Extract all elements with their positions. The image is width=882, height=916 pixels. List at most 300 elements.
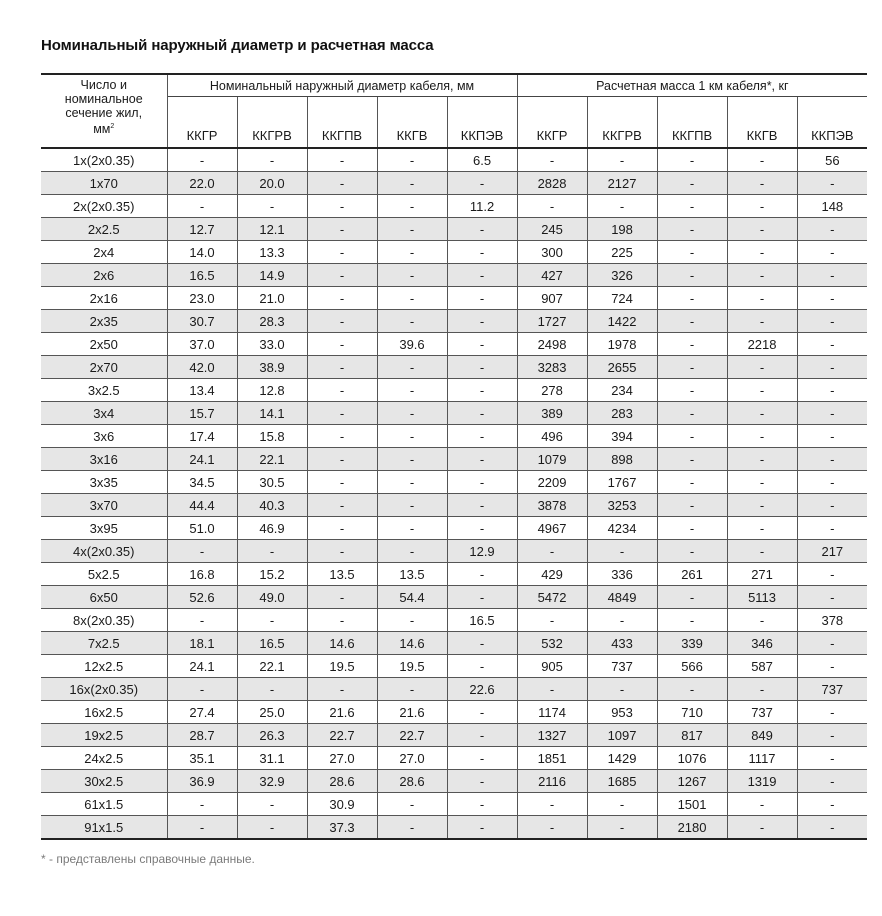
table-cell: - bbox=[657, 471, 727, 494]
table-cell: - bbox=[307, 448, 377, 471]
table-cell: - bbox=[727, 540, 797, 563]
table-cell: - bbox=[377, 678, 447, 701]
table-cell: - bbox=[307, 494, 377, 517]
table-cell: - bbox=[447, 264, 517, 287]
table-cell: - bbox=[167, 678, 237, 701]
table-cell: 532 bbox=[517, 632, 587, 655]
table-cell: - bbox=[587, 816, 657, 840]
table-row bbox=[41, 793, 867, 816]
row-label: 16x(2x0.35) bbox=[41, 678, 167, 701]
table-cell: - bbox=[377, 448, 447, 471]
table-cell: - bbox=[587, 793, 657, 816]
table-cell: - bbox=[797, 172, 867, 195]
table-cell: 22.7 bbox=[377, 724, 447, 747]
table-cell: - bbox=[727, 494, 797, 517]
table-cell: - bbox=[517, 609, 587, 632]
table-cell: - bbox=[657, 148, 727, 172]
table-cell: 1267 bbox=[657, 770, 727, 793]
table-cell: 3283 bbox=[517, 356, 587, 379]
table-cell: 710 bbox=[657, 701, 727, 724]
table-cell: - bbox=[377, 264, 447, 287]
table-cell: - bbox=[377, 402, 447, 425]
row-label: 3x16 bbox=[41, 448, 167, 471]
table-cell: 13.5 bbox=[307, 563, 377, 586]
table-row bbox=[41, 724, 867, 747]
table-row bbox=[41, 609, 867, 632]
row-label: 2x70 bbox=[41, 356, 167, 379]
sub-header-cell: ККПЭВ bbox=[447, 97, 517, 149]
table-cell: - bbox=[237, 609, 307, 632]
table-cell: - bbox=[727, 264, 797, 287]
table-cell: 28.3 bbox=[237, 310, 307, 333]
table-cell: - bbox=[797, 425, 867, 448]
table-cell: - bbox=[657, 678, 727, 701]
table-cell: 36.9 bbox=[167, 770, 237, 793]
table-cell: 14.0 bbox=[167, 241, 237, 264]
table-cell: - bbox=[727, 148, 797, 172]
table-cell: - bbox=[797, 241, 867, 264]
mass-group-header: Расчетная масса 1 км кабеля*, кг bbox=[517, 74, 867, 97]
table-cell: - bbox=[797, 655, 867, 678]
table-cell: 1767 bbox=[587, 471, 657, 494]
table-cell: - bbox=[517, 540, 587, 563]
table-cell: - bbox=[657, 448, 727, 471]
table-row bbox=[41, 218, 867, 241]
table-cell: 38.9 bbox=[237, 356, 307, 379]
table-cell: 22.1 bbox=[237, 655, 307, 678]
table-cell: - bbox=[727, 356, 797, 379]
table-cell: 737 bbox=[727, 701, 797, 724]
table-cell: - bbox=[657, 218, 727, 241]
table-cell: 22.1 bbox=[237, 448, 307, 471]
table-cell: - bbox=[307, 264, 377, 287]
table-cell: - bbox=[447, 816, 517, 840]
table-cell: - bbox=[657, 425, 727, 448]
table-cell: 1174 bbox=[517, 701, 587, 724]
table-cell: 1501 bbox=[657, 793, 727, 816]
table-cell: 44.4 bbox=[167, 494, 237, 517]
table-cell: 30.5 bbox=[237, 471, 307, 494]
table-cell: - bbox=[307, 310, 377, 333]
table-cell: 3253 bbox=[587, 494, 657, 517]
row-label: 4x(2x0.35) bbox=[41, 540, 167, 563]
table-cell: - bbox=[657, 287, 727, 310]
table-cell: - bbox=[447, 586, 517, 609]
core-count-header-line1: Число и bbox=[80, 78, 127, 92]
table-cell: - bbox=[727, 287, 797, 310]
table-cell: - bbox=[657, 172, 727, 195]
sub-header-cell: ККГПВ bbox=[657, 97, 727, 149]
table-cell: 21.6 bbox=[307, 701, 377, 724]
table-cell: 566 bbox=[657, 655, 727, 678]
table-cell: - bbox=[447, 379, 517, 402]
table-cell: - bbox=[797, 310, 867, 333]
row-label: 3x70 bbox=[41, 494, 167, 517]
table-cell: - bbox=[657, 356, 727, 379]
sub-header-cell: ККГРВ bbox=[587, 97, 657, 149]
table-cell: - bbox=[657, 494, 727, 517]
table-cell: - bbox=[307, 356, 377, 379]
row-label: 91x1.5 bbox=[41, 816, 167, 840]
table-cell: - bbox=[797, 586, 867, 609]
diameter-group-header: Номинальный наружный диаметр кабеля, мм bbox=[167, 74, 517, 97]
table-cell: 1076 bbox=[657, 747, 727, 770]
row-label: 24x2.5 bbox=[41, 747, 167, 770]
table-cell: - bbox=[307, 241, 377, 264]
table-row bbox=[41, 379, 867, 402]
table-cell: 16.5 bbox=[237, 632, 307, 655]
table-cell: 30.9 bbox=[307, 793, 377, 816]
table-cell: 5113 bbox=[727, 586, 797, 609]
table-cell: 37.0 bbox=[167, 333, 237, 356]
table-cell: 346 bbox=[727, 632, 797, 655]
row-label: 19x2.5 bbox=[41, 724, 167, 747]
table-cell: 28.6 bbox=[307, 770, 377, 793]
table-cell: - bbox=[517, 195, 587, 218]
table-row bbox=[41, 425, 867, 448]
table-cell: - bbox=[657, 517, 727, 540]
table-cell: - bbox=[447, 471, 517, 494]
table-cell: - bbox=[307, 609, 377, 632]
table-cell: - bbox=[447, 241, 517, 264]
table-cell: 1079 bbox=[517, 448, 587, 471]
table-cell: 905 bbox=[517, 655, 587, 678]
table-cell: 217 bbox=[797, 540, 867, 563]
table-cell: 2655 bbox=[587, 356, 657, 379]
table-cell: - bbox=[797, 356, 867, 379]
table-cell: - bbox=[727, 793, 797, 816]
table-cell: 429 bbox=[517, 563, 587, 586]
table-cell: - bbox=[307, 425, 377, 448]
table-cell: - bbox=[797, 494, 867, 517]
row-label: 3x35 bbox=[41, 471, 167, 494]
table-cell: 24.1 bbox=[167, 655, 237, 678]
table-cell: - bbox=[307, 287, 377, 310]
table-cell: - bbox=[167, 540, 237, 563]
table-cell: 234 bbox=[587, 379, 657, 402]
table-row bbox=[41, 632, 867, 655]
table-row bbox=[41, 655, 867, 678]
table-cell: 1685 bbox=[587, 770, 657, 793]
table-cell: - bbox=[307, 148, 377, 172]
table-cell: - bbox=[447, 770, 517, 793]
table-cell: 737 bbox=[797, 678, 867, 701]
table-cell: - bbox=[657, 264, 727, 287]
table-cell: - bbox=[587, 609, 657, 632]
row-label: 8x(2x0.35) bbox=[41, 609, 167, 632]
table-cell: - bbox=[447, 172, 517, 195]
table-cell: - bbox=[307, 586, 377, 609]
table-cell: 907 bbox=[517, 287, 587, 310]
table-cell: - bbox=[657, 609, 727, 632]
table-cell: - bbox=[447, 402, 517, 425]
sub-header-cell: ККГВ bbox=[727, 97, 797, 149]
table-cell: 849 bbox=[727, 724, 797, 747]
table-cell: - bbox=[307, 517, 377, 540]
table-cell: - bbox=[237, 540, 307, 563]
row-label: 12x2.5 bbox=[41, 655, 167, 678]
table-cell: - bbox=[517, 678, 587, 701]
table-cell: 198 bbox=[587, 218, 657, 241]
core-count-header bbox=[41, 74, 167, 148]
table-cell: 1319 bbox=[727, 770, 797, 793]
table-row bbox=[41, 264, 867, 287]
table-cell: 1327 bbox=[517, 724, 587, 747]
table-cell: - bbox=[587, 540, 657, 563]
table-cell: 56 bbox=[797, 148, 867, 172]
table-cell: 21.6 bbox=[377, 701, 447, 724]
table-cell: - bbox=[727, 310, 797, 333]
row-label: 2x4 bbox=[41, 241, 167, 264]
row-label: 6x50 bbox=[41, 586, 167, 609]
table-cell: - bbox=[307, 402, 377, 425]
table-cell: 427 bbox=[517, 264, 587, 287]
table-cell: - bbox=[587, 195, 657, 218]
table-cell: 14.6 bbox=[307, 632, 377, 655]
table-cell: - bbox=[447, 655, 517, 678]
table-cell: - bbox=[167, 816, 237, 840]
table-cell: - bbox=[447, 747, 517, 770]
row-label: 2x50 bbox=[41, 333, 167, 356]
table-cell: - bbox=[377, 218, 447, 241]
table-cell: 17.4 bbox=[167, 425, 237, 448]
table-row bbox=[41, 195, 867, 218]
table-cell: 40.3 bbox=[237, 494, 307, 517]
table-row bbox=[41, 241, 867, 264]
row-label: 2x35 bbox=[41, 310, 167, 333]
table-cell: 2180 bbox=[657, 816, 727, 840]
table-cell: - bbox=[657, 540, 727, 563]
table-cell: - bbox=[727, 379, 797, 402]
table-cell: - bbox=[587, 678, 657, 701]
table-cell: 225 bbox=[587, 241, 657, 264]
table-cell: - bbox=[447, 494, 517, 517]
table-row bbox=[41, 333, 867, 356]
table-cell: 6.5 bbox=[447, 148, 517, 172]
table-cell: - bbox=[447, 632, 517, 655]
table-cell: 339 bbox=[657, 632, 727, 655]
table-cell: 4967 bbox=[517, 517, 587, 540]
table-cell: 378 bbox=[797, 609, 867, 632]
table-cell: - bbox=[797, 517, 867, 540]
table-cell: 2116 bbox=[517, 770, 587, 793]
table-cell: - bbox=[167, 793, 237, 816]
table-cell: - bbox=[307, 172, 377, 195]
table-cell: 737 bbox=[587, 655, 657, 678]
row-label: 61x1.5 bbox=[41, 793, 167, 816]
table-cell: - bbox=[447, 425, 517, 448]
table-row bbox=[41, 471, 867, 494]
sub-header-cell: ККГВ bbox=[377, 97, 447, 149]
table-row bbox=[41, 586, 867, 609]
table-cell: - bbox=[377, 494, 447, 517]
table-cell: 336 bbox=[587, 563, 657, 586]
table-row bbox=[41, 678, 867, 701]
table-cell: 271 bbox=[727, 563, 797, 586]
table-cell: - bbox=[657, 586, 727, 609]
row-label: 7x2.5 bbox=[41, 632, 167, 655]
table-cell: - bbox=[727, 816, 797, 840]
table-cell: - bbox=[797, 218, 867, 241]
table-cell: - bbox=[377, 517, 447, 540]
table-cell: 817 bbox=[657, 724, 727, 747]
table-cell: 13.4 bbox=[167, 379, 237, 402]
table-cell: 4849 bbox=[587, 586, 657, 609]
table-cell: 19.5 bbox=[307, 655, 377, 678]
table-cell: 42.0 bbox=[167, 356, 237, 379]
table-cell: - bbox=[377, 471, 447, 494]
table-row bbox=[41, 517, 867, 540]
table-cell: - bbox=[447, 333, 517, 356]
table-cell: 496 bbox=[517, 425, 587, 448]
table-cell: - bbox=[167, 148, 237, 172]
row-label: 3x6 bbox=[41, 425, 167, 448]
table-cell: - bbox=[657, 310, 727, 333]
table-cell: 14.1 bbox=[237, 402, 307, 425]
table-cell: - bbox=[727, 678, 797, 701]
table-cell: - bbox=[307, 218, 377, 241]
table-cell: - bbox=[307, 195, 377, 218]
table-cell: 34.5 bbox=[167, 471, 237, 494]
table-cell: 261 bbox=[657, 563, 727, 586]
table-cell: - bbox=[797, 264, 867, 287]
table-cell: 19.5 bbox=[377, 655, 447, 678]
table-cell: - bbox=[657, 402, 727, 425]
table-cell: - bbox=[587, 148, 657, 172]
table-row bbox=[41, 172, 867, 195]
table-cell: - bbox=[797, 793, 867, 816]
table-row bbox=[41, 287, 867, 310]
table-cell: - bbox=[797, 471, 867, 494]
table-cell: 953 bbox=[587, 701, 657, 724]
row-label: 3x95 bbox=[41, 517, 167, 540]
page-title: Номинальный наружный диаметр и расчетная масса bbox=[41, 37, 434, 54]
table-cell: 389 bbox=[517, 402, 587, 425]
table-cell: 1117 bbox=[727, 747, 797, 770]
table-cell: - bbox=[377, 195, 447, 218]
table-cell: - bbox=[237, 793, 307, 816]
table-cell: 3878 bbox=[517, 494, 587, 517]
table-cell: - bbox=[307, 333, 377, 356]
table-row bbox=[41, 563, 867, 586]
table-cell: 49.0 bbox=[237, 586, 307, 609]
table-cell: 22.0 bbox=[167, 172, 237, 195]
table-cell: - bbox=[727, 172, 797, 195]
table-cell: 51.0 bbox=[167, 517, 237, 540]
table-cell: - bbox=[377, 793, 447, 816]
table-cell: 300 bbox=[517, 241, 587, 264]
table-cell: 12.7 bbox=[167, 218, 237, 241]
row-label: 2x2.5 bbox=[41, 218, 167, 241]
table-cell: - bbox=[797, 287, 867, 310]
table-cell: - bbox=[727, 471, 797, 494]
table-cell: - bbox=[797, 333, 867, 356]
core-count-header-line3: сечение жил, bbox=[65, 106, 143, 120]
table-cell: 16.8 bbox=[167, 563, 237, 586]
table-cell: - bbox=[727, 402, 797, 425]
table-cell: - bbox=[237, 816, 307, 840]
table-cell: 54.4 bbox=[377, 586, 447, 609]
table-cell: - bbox=[797, 632, 867, 655]
table-cell: - bbox=[797, 724, 867, 747]
cable-spec-table bbox=[41, 73, 867, 840]
table-cell: - bbox=[377, 287, 447, 310]
table-cell: - bbox=[377, 356, 447, 379]
table-cell: - bbox=[237, 195, 307, 218]
table-cell: - bbox=[167, 195, 237, 218]
table-cell: - bbox=[727, 218, 797, 241]
table-cell: 20.0 bbox=[237, 172, 307, 195]
table-cell: 1727 bbox=[517, 310, 587, 333]
table-cell: 2127 bbox=[587, 172, 657, 195]
table-cell: - bbox=[237, 148, 307, 172]
table-cell: 32.9 bbox=[237, 770, 307, 793]
table-cell: - bbox=[447, 218, 517, 241]
table-cell: 16.5 bbox=[167, 264, 237, 287]
table-cell: - bbox=[377, 172, 447, 195]
table-cell: - bbox=[447, 287, 517, 310]
table-cell: - bbox=[727, 448, 797, 471]
table-cell: - bbox=[797, 701, 867, 724]
table-cell: - bbox=[657, 241, 727, 264]
table-cell: 1851 bbox=[517, 747, 587, 770]
table-row bbox=[41, 356, 867, 379]
table-row bbox=[41, 816, 867, 840]
table-cell: 1978 bbox=[587, 333, 657, 356]
row-label: 3x4 bbox=[41, 402, 167, 425]
table-cell: 326 bbox=[587, 264, 657, 287]
table-cell: 13.3 bbox=[237, 241, 307, 264]
row-label: 2x(2x0.35) bbox=[41, 195, 167, 218]
table-cell: 587 bbox=[727, 655, 797, 678]
table-cell: 1429 bbox=[587, 747, 657, 770]
table-cell: 1422 bbox=[587, 310, 657, 333]
table-cell: - bbox=[797, 402, 867, 425]
table-cell: 39.6 bbox=[377, 333, 447, 356]
table-cell: 14.6 bbox=[377, 632, 447, 655]
table-row bbox=[41, 448, 867, 471]
table-cell: 30.7 bbox=[167, 310, 237, 333]
table-cell: 14.9 bbox=[237, 264, 307, 287]
sub-header-cell: ККГР bbox=[517, 97, 587, 149]
table-cell: 11.2 bbox=[447, 195, 517, 218]
table-cell: 25.0 bbox=[237, 701, 307, 724]
table-cell: 26.3 bbox=[237, 724, 307, 747]
table-cell: - bbox=[377, 609, 447, 632]
table-cell: - bbox=[727, 609, 797, 632]
table-cell: 21.0 bbox=[237, 287, 307, 310]
table-cell: 28.6 bbox=[377, 770, 447, 793]
row-label: 1x70 bbox=[41, 172, 167, 195]
table-cell: 15.8 bbox=[237, 425, 307, 448]
table-cell: 724 bbox=[587, 287, 657, 310]
table-cell: 46.9 bbox=[237, 517, 307, 540]
table-row bbox=[41, 494, 867, 517]
table-cell: 23.0 bbox=[167, 287, 237, 310]
table-cell: 24.1 bbox=[167, 448, 237, 471]
table-cell: 22.7 bbox=[307, 724, 377, 747]
table-cell: - bbox=[797, 747, 867, 770]
table-cell: - bbox=[377, 379, 447, 402]
table-cell: - bbox=[447, 310, 517, 333]
table-cell: 16.5 bbox=[447, 609, 517, 632]
row-label: 2x16 bbox=[41, 287, 167, 310]
table-cell: - bbox=[797, 448, 867, 471]
table-cell: 4234 bbox=[587, 517, 657, 540]
table-cell: - bbox=[727, 425, 797, 448]
table-row bbox=[41, 701, 867, 724]
table-cell: 31.1 bbox=[237, 747, 307, 770]
